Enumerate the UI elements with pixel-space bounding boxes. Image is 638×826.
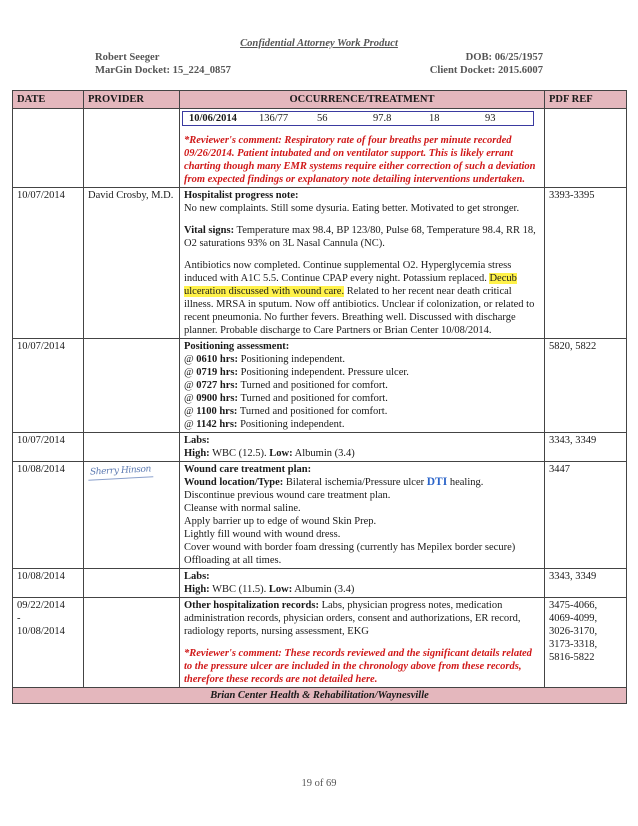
vital-signs-label: Vital signs: bbox=[184, 225, 235, 236]
occurrence-cell bbox=[180, 109, 545, 188]
vitals-pulse: 56 bbox=[317, 113, 328, 124]
confidential-banner: Confidential Attorney Work Product bbox=[240, 38, 398, 49]
wound-plan-line: Lightly fill wound with wound dress. bbox=[184, 529, 341, 540]
table-row bbox=[13, 188, 627, 339]
handwritten-signature: Sherry Hinson bbox=[88, 463, 154, 480]
entry-title: Positioning assessment: bbox=[184, 341, 290, 352]
page-number: 19 of 69 bbox=[301, 778, 337, 789]
patient-name: Robert Seeger bbox=[95, 52, 160, 63]
wound-plan-line: Cover wound with border foam dressing (currently has Mepilex border secure) bbox=[184, 542, 516, 553]
reviewer-comment: *Reviewer's comment: Respiratory rate of four breaths per minute recorded 09/26/2014. Patient intubated and on ventilator support. This is likely errant charting though many EMR systems require either correction of such a deviation from expected findings or explanatory note detailing interventions undertaken. bbox=[184, 135, 536, 185]
vitals-embedded-row bbox=[182, 111, 534, 126]
lab-values: High: WBC (12.5). Low: Albumin (3.4) bbox=[184, 448, 355, 459]
entry-title: Hospitalist progress note: bbox=[184, 190, 299, 201]
occurrence-cell bbox=[180, 188, 545, 339]
vitals-date: 10/06/2014 bbox=[189, 113, 237, 124]
pdf-ref: 3447 bbox=[545, 462, 627, 569]
pdf-ref: 3343, 3349 bbox=[545, 433, 627, 462]
facility-section-title: Brian Center Health & Rehabilitation/Waynesville bbox=[13, 688, 627, 704]
occurrence-cell bbox=[180, 339, 545, 433]
entry-title: Labs: bbox=[184, 571, 210, 582]
col-header-pdf-ref: PDF REF bbox=[545, 91, 627, 109]
section-footer-row bbox=[13, 688, 627, 704]
entry-title: Wound care treatment plan: bbox=[184, 464, 312, 475]
entry-date: 10/07/2014 bbox=[13, 188, 84, 339]
entry-paragraph: Antibiotics now completed. Continue supplemental O2. Hyperglycemia stress induced with A1C 5.5. Continue CPAP every night. Potassium replaced. Decub ulceration discussed with wound care. Related to her recent near death critical illness. MRSA in sputum. Now off antibiotics. Unclear if colonization, or related to recent pneumonia. No further fevers. Breathing well. Discussed with discharge planner. Probable discharge to Care Partners or Brian Center 10/08/2014. bbox=[184, 260, 535, 336]
occurrence-cell bbox=[180, 462, 545, 569]
col-header-provider: PROVIDER bbox=[84, 91, 180, 109]
dti-label: DTI bbox=[426, 476, 448, 488]
wound-plan-line: Cleanse with normal saline. bbox=[184, 503, 301, 514]
entry-date: 10/07/2014 bbox=[13, 433, 84, 462]
entry-provider: David Crosby, M.D. bbox=[84, 188, 180, 339]
position-entry: @ 0727 hrs: Turned and positioned for comfort. bbox=[184, 380, 388, 391]
position-entry: @ 1100 hrs: Turned and positioned for comfort. bbox=[184, 406, 388, 417]
vital-signs-paragraph bbox=[184, 224, 540, 250]
entry-title: Labs: bbox=[184, 435, 210, 446]
chronology-table bbox=[12, 90, 627, 704]
entry-date: 10/08/2014 bbox=[13, 569, 84, 598]
margin-docket: MarGin Docket: 15_224_0857 bbox=[95, 65, 231, 76]
client-docket: Client Docket: 2015.6007 bbox=[429, 65, 543, 76]
occurrence-cell bbox=[180, 598, 545, 688]
table-header-row bbox=[13, 91, 627, 109]
entry-provider bbox=[84, 462, 180, 569]
occurrence-cell bbox=[180, 569, 545, 598]
table-row bbox=[13, 109, 627, 188]
table-row bbox=[13, 569, 627, 598]
position-entry: @ 0719 hrs: Positioning independent. Pressure ulcer. bbox=[184, 367, 409, 378]
reviewer-comment: *Reviewer's comment: These records reviewed and the significant details related to the pressure ulcer are included in the chronology above from these records, therefore these records are not detailed here. bbox=[184, 648, 532, 685]
entry-date: 10/07/2014 bbox=[13, 339, 84, 433]
position-entry: @ 0610 hrs: Positioning independent. bbox=[184, 354, 346, 365]
col-header-occurrence: OCCURRENCE/TREATMENT bbox=[180, 91, 545, 109]
wound-plan-line: Apply barrier up to edge of wound Skin Prep. bbox=[184, 516, 377, 527]
pdf-ref: 3475-4066, 4069-4099, 3026-3170, 3173-3318, 5816-5822 bbox=[545, 598, 627, 688]
col-header-date: DATE bbox=[13, 91, 84, 109]
occurrence-cell bbox=[180, 433, 545, 462]
vital-signs-text: Temperature max 98.4, BP 123/80, Pulse 68, Temperature 98.4, RR 18, O2 saturations 93% on 3L Nasal Cannula (NC). bbox=[184, 225, 536, 249]
other-records: Other hospitalization records: Labs, physician progress notes, medication administration records, physician orders, consent and authorizations, ER record, radiology reports, nursing assessment, EKG bbox=[184, 600, 521, 637]
table-row bbox=[13, 339, 627, 433]
entry-paragraph: No new complaints. Still some dysuria. Eating better. Motivated to get stronger. bbox=[184, 203, 520, 214]
vitals-o2: 93 bbox=[485, 113, 496, 124]
pdf-ref: 3393-3395 bbox=[545, 188, 627, 339]
patient-dob: DOB: 06/25/1957 bbox=[465, 52, 543, 63]
wound-plan-line: Offloading at all times. bbox=[184, 555, 282, 566]
table-row bbox=[13, 598, 627, 688]
pdf-ref: 5820, 5822 bbox=[545, 339, 627, 433]
highlighted-text: Decub ulceration discussed with wound care. bbox=[184, 273, 517, 297]
table-row bbox=[13, 462, 627, 569]
lab-values: High: WBC (11.5). Low: Albumin (3.4) bbox=[184, 584, 355, 595]
wound-location: Wound location/Type: Bilateral ischemia/Pressure ulcer DTI healing. bbox=[184, 476, 484, 488]
position-entry: @ 1142 hrs: Positioning independent. bbox=[184, 419, 345, 430]
position-entry: @ 0900 hrs: Turned and positioned for comfort. bbox=[184, 393, 388, 404]
entry-date: 10/08/2014 bbox=[13, 462, 84, 569]
vitals-temp: 97.8 bbox=[373, 113, 392, 124]
vitals-resp: 18 bbox=[429, 113, 440, 124]
table-row bbox=[13, 433, 627, 462]
wound-plan-line: Discontinue previous wound care treatment plan. bbox=[184, 490, 391, 501]
vitals-bp: 136/77 bbox=[259, 113, 289, 124]
entry-date-range: 09/22/2014 - 10/08/2014 bbox=[13, 598, 84, 688]
pdf-ref: 3343, 3349 bbox=[545, 569, 627, 598]
